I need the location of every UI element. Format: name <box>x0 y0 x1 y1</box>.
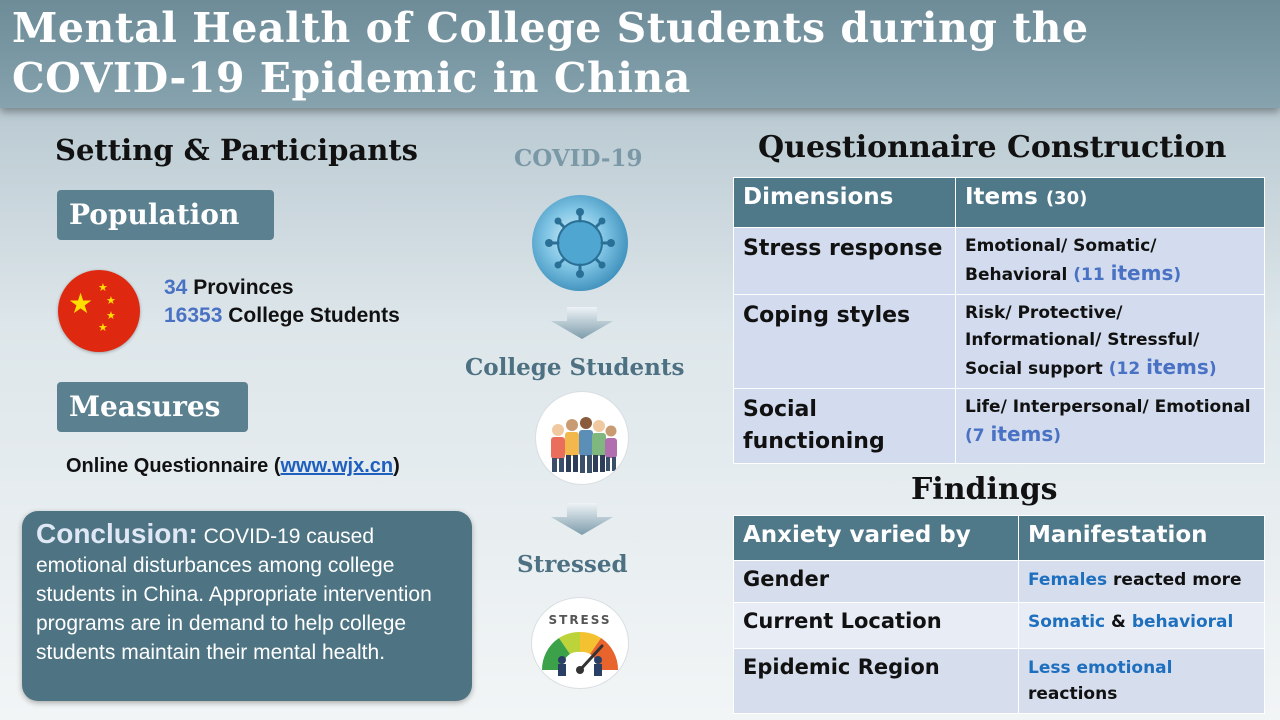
title-line-2: COVID-19 Epidemic in China <box>12 54 691 102</box>
students-text: College Students <box>228 304 400 327</box>
col-anxiety-factor: Anxiety varied by <box>734 516 1019 561</box>
conclusion-text: COVID-19 caused emotional disturbances among college students in China. Appropriate intervention programs are in demand to help college students maintain their mental health. <box>36 525 432 664</box>
factor-cell: Current Location <box>734 603 1019 649</box>
measures-suffix: ) <box>393 455 400 477</box>
findings-heading: Findings <box>911 472 1058 507</box>
items-cell: Life/ Interpersonal/ Emotional (7 items) <box>956 389 1265 464</box>
questionnaire-table <box>733 177 1265 464</box>
dimension-cell: Stress response <box>734 228 956 295</box>
students-stat <box>164 304 400 328</box>
manifestation-cell: Less emotional reactions <box>1019 649 1265 714</box>
questionnaire-link[interactable]: www.wjx.cn <box>280 455 394 477</box>
measures-text <box>66 455 400 478</box>
flow-students-label: College Students <box>465 354 685 381</box>
measures-prefix: Online Questionnaire ( <box>66 455 281 477</box>
china-flag-icon: ★ ★ ★ ★ ★ <box>58 270 140 352</box>
provinces-text: Provinces <box>193 276 294 299</box>
table-row <box>734 561 1265 603</box>
manifestation-cell: Somatic & behavioral <box>1019 603 1265 649</box>
table-row <box>734 389 1265 464</box>
dimension-cell: Coping styles <box>734 295 956 389</box>
measures-label: Measures <box>57 382 248 432</box>
down-arrow-icon <box>551 307 613 339</box>
table-row <box>734 649 1265 714</box>
table-header-row <box>734 178 1265 228</box>
title-banner <box>0 0 1280 108</box>
items-cell: Risk/ Protective/ Informational/ Stressful/ Social support (12 items) <box>956 295 1265 389</box>
down-arrow-icon <box>551 503 613 535</box>
students-group-icon <box>536 392 628 484</box>
manifestation-cell: Females reacted more <box>1019 561 1265 603</box>
title-line-1: Mental Health of College Students during the <box>12 4 1089 52</box>
conclusion-box <box>22 511 472 701</box>
col-dimensions: Dimensions <box>734 178 956 228</box>
population-label: Population <box>57 190 274 240</box>
questionnaire-heading: Questionnaire Construction <box>758 130 1227 165</box>
table-header-row <box>734 516 1265 561</box>
provinces-stat <box>164 276 294 300</box>
items-cell: Emotional/ Somatic/ Behavioral (11 items) <box>956 228 1265 295</box>
dimension-cell: Social functioning <box>734 389 956 464</box>
factor-cell: Epidemic Region <box>734 649 1019 714</box>
table-row <box>734 295 1265 389</box>
stress-gauge-icon <box>532 598 628 688</box>
flow-stressed-label: Stressed <box>517 551 628 578</box>
factor-cell: Gender <box>734 561 1019 603</box>
provinces-count: 34 <box>164 276 188 299</box>
table-row <box>734 603 1265 649</box>
virus-icon <box>532 195 628 291</box>
stress-word: STRESS <box>548 613 612 627</box>
col-items: Items (30) <box>956 178 1265 228</box>
col-manifestation: Manifestation <box>1019 516 1265 561</box>
findings-table <box>733 515 1265 714</box>
students-count: 16353 <box>164 304 223 327</box>
table-row <box>734 228 1265 295</box>
setting-heading: Setting & Participants <box>55 133 418 167</box>
flow-covid-label: COVID-19 <box>514 145 643 172</box>
conclusion-label: Conclusion: <box>36 518 198 549</box>
